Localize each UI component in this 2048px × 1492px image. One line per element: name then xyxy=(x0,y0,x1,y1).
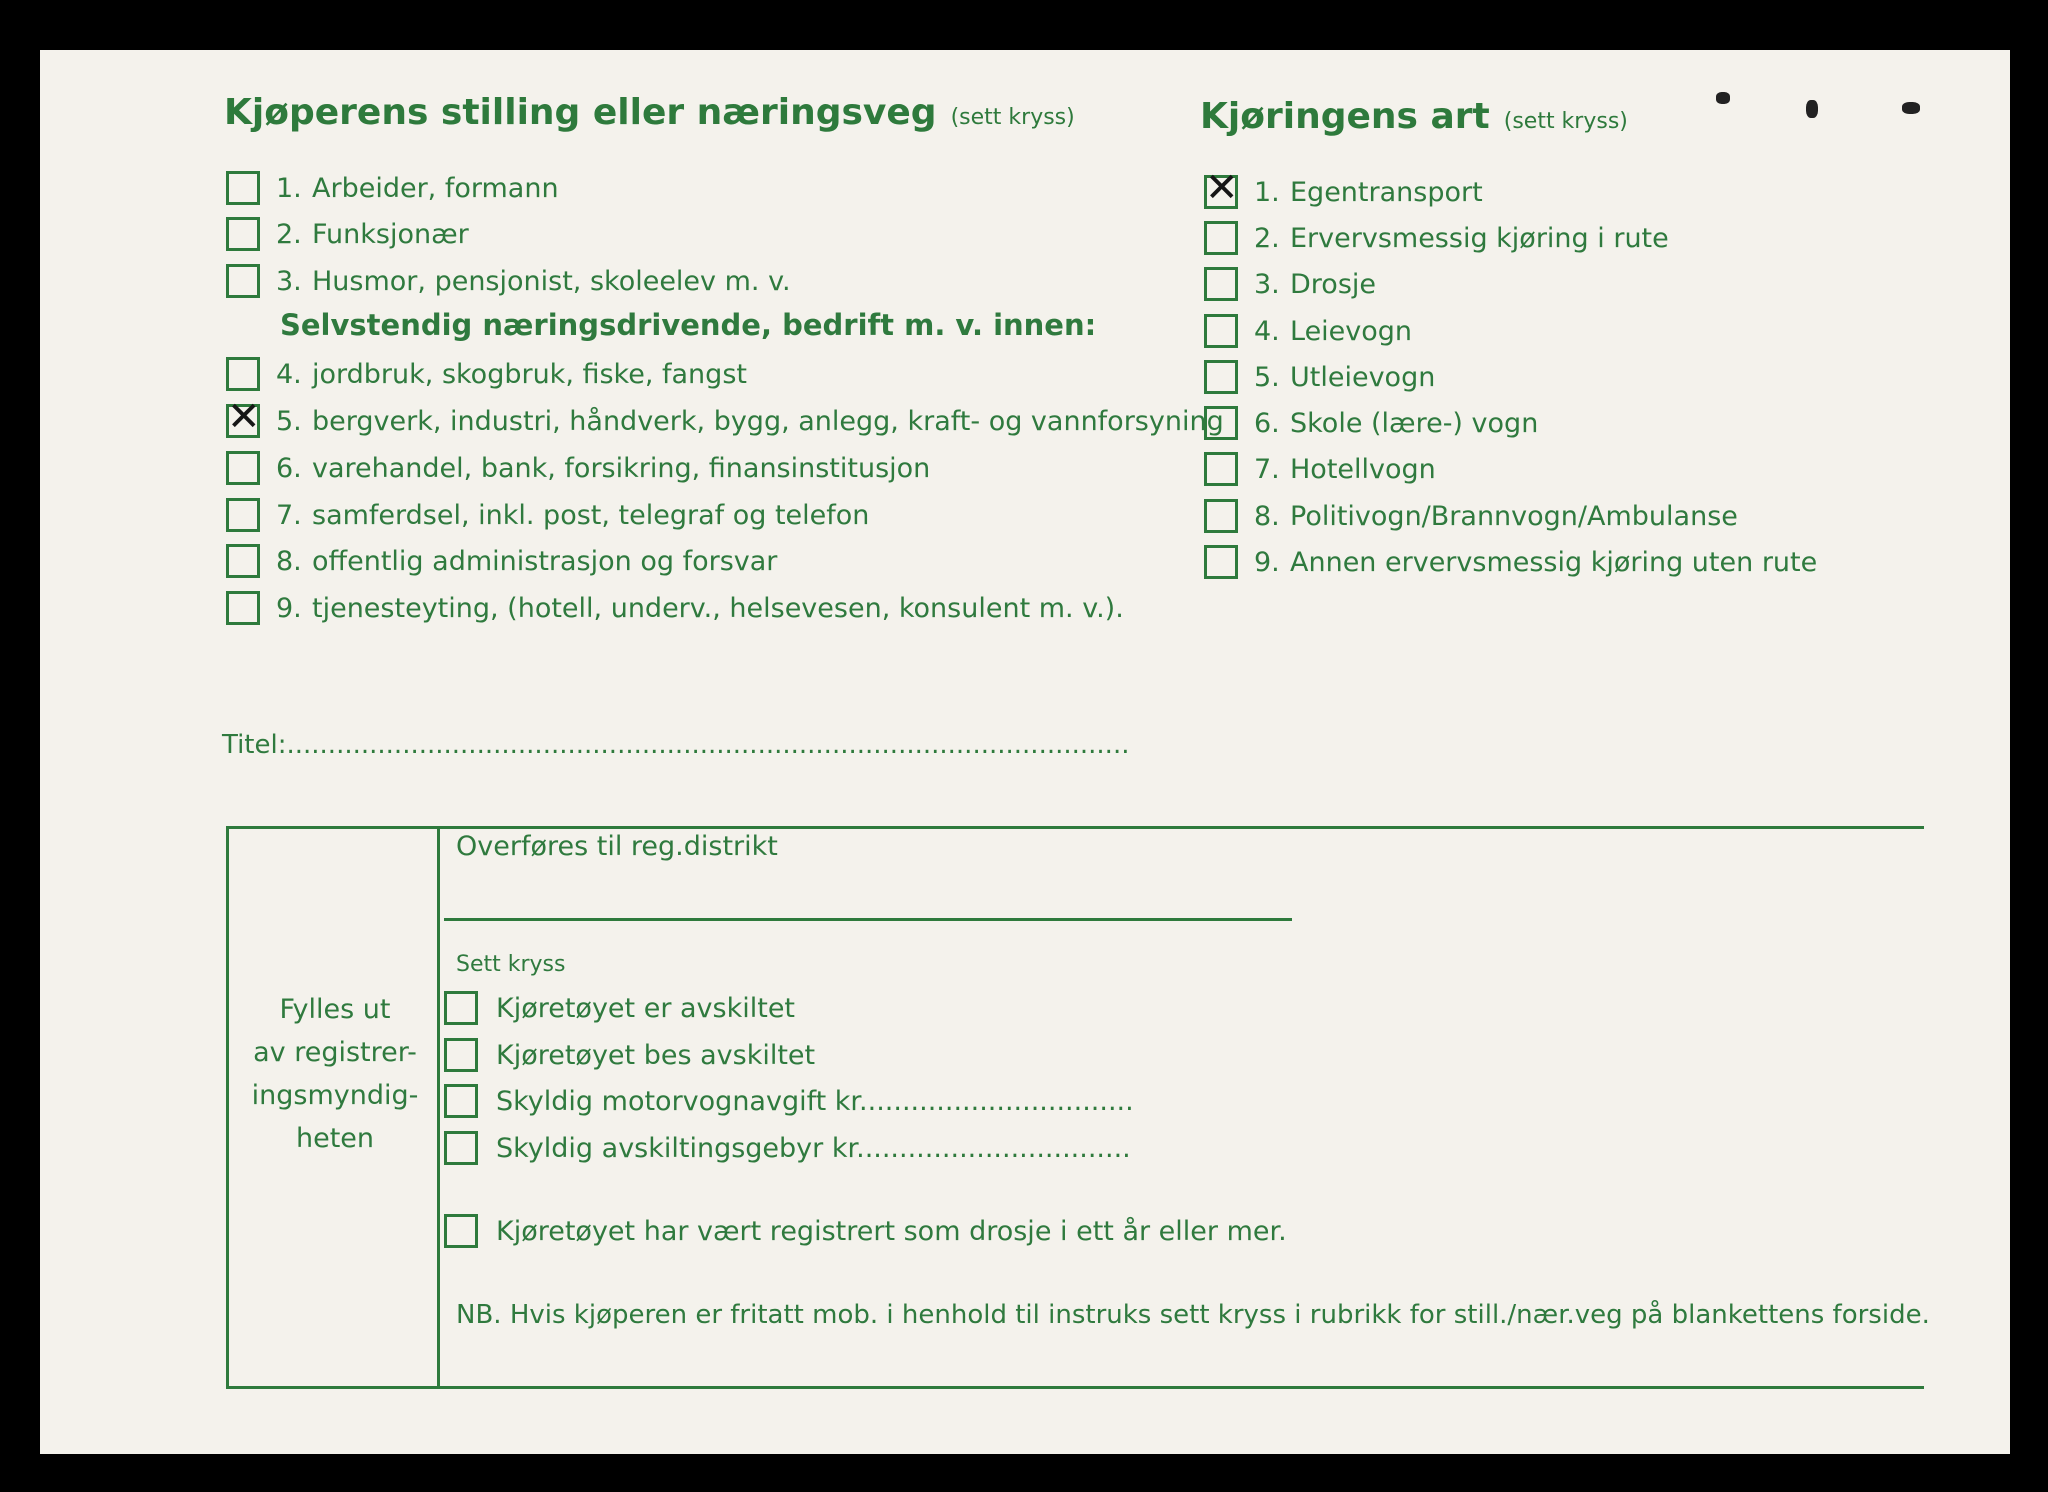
occupation-option-5[interactable] xyxy=(226,401,1224,441)
occupation-option-7[interactable] xyxy=(226,495,869,535)
checkbox[interactable] xyxy=(444,1038,478,1072)
option-number: 2. xyxy=(276,218,302,250)
option-label: offentlig administrasjon og forsvar xyxy=(312,545,778,577)
amount-dotted-line[interactable]: ............................... xyxy=(867,1085,1134,1117)
option-label: samferdsel, inkl. post, telegraf og telefon xyxy=(312,499,870,531)
option-label: Husmor, pensjonist, skoleelev m. v. xyxy=(312,265,791,297)
driving-type-option-5[interactable] xyxy=(1204,357,1435,397)
checkbox[interactable] xyxy=(226,498,260,532)
left-section-heading xyxy=(224,92,1075,133)
checkbox[interactable] xyxy=(1204,360,1238,394)
left-heading-text: Kjøperens stilling eller næringsveg xyxy=(224,92,937,133)
option-label: Annen ervervsmessig kjøring uten rute xyxy=(1290,546,1818,578)
option-label: tjenesteyting, (hotell, underv., helsevesen, konsulent m. v.). xyxy=(312,592,1124,624)
option-number: 6. xyxy=(276,452,302,484)
authority-side-label xyxy=(240,988,430,1160)
checkbox[interactable] xyxy=(226,171,260,205)
driving-type-option-4[interactable] xyxy=(1204,311,1412,351)
occupation-option-8[interactable] xyxy=(226,541,777,581)
option-label: varehandel, bank, forsikring, finansinstitusjon xyxy=(312,452,931,484)
ink-smudge xyxy=(1806,100,1818,118)
checkbox[interactable] xyxy=(226,217,260,251)
drosje-option[interactable] xyxy=(444,1211,1287,1251)
right-section-heading xyxy=(1200,96,1628,137)
driving-type-option-6[interactable] xyxy=(1204,403,1538,443)
checkbox-checked[interactable] xyxy=(1204,175,1238,209)
checkbox[interactable] xyxy=(226,264,260,298)
box-bottom-border xyxy=(226,1386,1924,1389)
driving-type-option-7[interactable] xyxy=(1204,449,1436,489)
occupation-option-4[interactable] xyxy=(226,354,747,394)
transfer-label xyxy=(456,826,778,866)
occupation-option-3[interactable] xyxy=(226,261,791,301)
driving-type-option-2[interactable] xyxy=(1204,218,1669,258)
title-field[interactable] xyxy=(222,730,1129,760)
checkbox[interactable] xyxy=(444,1084,478,1118)
checkbox[interactable] xyxy=(1204,452,1238,486)
option-label: Utleievogn xyxy=(1290,361,1436,393)
option-number: 3. xyxy=(276,265,302,297)
ink-smudge xyxy=(1902,102,1920,114)
title-dotted-line[interactable]: ...................................................................................................... xyxy=(286,730,1130,760)
checkbox-checked[interactable] xyxy=(226,404,260,438)
checkbox[interactable] xyxy=(1204,499,1238,533)
occupation-option-9[interactable] xyxy=(226,588,1124,628)
option-label: Drosje xyxy=(1290,268,1376,300)
option-number: 9. xyxy=(1254,546,1280,578)
option-number: 4. xyxy=(1254,315,1280,347)
checkbox[interactable] xyxy=(1204,314,1238,348)
option-label: Arbeider, formann xyxy=(312,172,559,204)
checkbox[interactable] xyxy=(226,544,260,578)
checkbox[interactable] xyxy=(1204,545,1238,579)
checkbox[interactable] xyxy=(226,451,260,485)
occupation-option-2[interactable] xyxy=(226,214,469,254)
side-label-line: ingsmyndig- xyxy=(251,1080,419,1111)
option-number: 7. xyxy=(1254,453,1280,485)
driving-type-option-1[interactable] xyxy=(1204,172,1483,212)
option-number: 2. xyxy=(1254,222,1280,254)
occupation-option-1[interactable] xyxy=(226,168,559,208)
driving-type-option-9[interactable] xyxy=(1204,542,1817,582)
self-employed-subheading: Selvstendig næringsdrivende, bedrift m. v. innen: xyxy=(280,308,1097,342)
option-label: Politivogn/Brannvogn/Ambulanse xyxy=(1290,500,1738,532)
transfer-label-text: Overføres til reg.distrikt xyxy=(456,830,778,862)
option-label: jordbruk, skogbruk, fiske, fangst xyxy=(312,358,747,390)
driving-type-option-8[interactable] xyxy=(1204,496,1738,536)
option-number: 3. xyxy=(1254,268,1280,300)
checkbox[interactable] xyxy=(226,357,260,391)
option-number: 7. xyxy=(276,499,302,531)
authority-option-2[interactable] xyxy=(444,1035,815,1075)
authority-option-4[interactable] xyxy=(444,1128,1131,1168)
checkbox[interactable] xyxy=(1204,221,1238,255)
option-label: Ervervsmessig kjøring i rute xyxy=(1290,222,1669,254)
title-label: Titel: xyxy=(222,730,287,760)
side-label-line: Fylles ut xyxy=(279,994,391,1025)
occupation-option-6[interactable] xyxy=(226,448,930,488)
option-number: 8. xyxy=(276,545,302,577)
option-label: Funksjonær xyxy=(312,218,469,250)
option-label: Kjøretøyet er avskiltet xyxy=(496,992,796,1024)
checkbox[interactable] xyxy=(444,1131,478,1165)
option-number: 9. xyxy=(276,592,302,624)
sett-kryss-label: Sett kryss xyxy=(456,952,566,977)
option-label: Egentransport xyxy=(1290,176,1483,208)
checkbox[interactable] xyxy=(1204,406,1238,440)
option-label: Skyldig avskiltingsgebyr kr. xyxy=(496,1132,865,1164)
option-number: 8. xyxy=(1254,500,1280,532)
option-number: 5. xyxy=(1254,361,1280,393)
box-left-border xyxy=(226,826,229,1389)
option-number: 1. xyxy=(1254,176,1280,208)
left-heading-note: (sett kryss) xyxy=(950,105,1075,130)
checkbox[interactable] xyxy=(444,1214,478,1248)
option-label: Kjøretøyet bes avskiltet xyxy=(496,1039,816,1071)
option-number: 1. xyxy=(276,172,302,204)
checkbox[interactable] xyxy=(444,991,478,1025)
driving-type-option-3[interactable] xyxy=(1204,264,1376,304)
ink-smudge xyxy=(1716,92,1730,104)
box-divider xyxy=(437,826,440,1389)
transfer-underline[interactable] xyxy=(444,918,1292,921)
nb-note: NB. Hvis kjøperen er fritatt mob. i henhold til instruks sett kryss i rubrikk for still./nær.veg på blankettens forside. xyxy=(456,1300,1930,1330)
option-label: Kjøretøyet har vært registrert som drosje i ett år eller mer. xyxy=(496,1215,1287,1247)
option-label: bergverk, industri, håndverk, bygg, anlegg, kraft- og vannforsyning xyxy=(312,405,1224,437)
option-number: 5. xyxy=(276,405,302,437)
option-label: Hotellvogn xyxy=(1290,453,1436,485)
option-label: Skyldig motorvognavgift kr. xyxy=(496,1085,868,1117)
option-label: Leievogn xyxy=(1290,315,1413,347)
checkbox[interactable] xyxy=(1204,267,1238,301)
authority-option-3[interactable] xyxy=(444,1081,1134,1121)
option-number: 4. xyxy=(276,358,302,390)
right-heading-text: Kjøringens art xyxy=(1200,96,1490,137)
right-heading-note: (sett kryss) xyxy=(1503,109,1628,134)
option-label: Skole (lære-) vogn xyxy=(1290,407,1539,439)
side-label-line: heten xyxy=(295,1123,375,1154)
authority-option-1[interactable] xyxy=(444,988,795,1028)
amount-dotted-line[interactable]: ............................... xyxy=(864,1132,1131,1164)
checkbox[interactable] xyxy=(226,591,260,625)
side-label-line: av registrer- xyxy=(253,1037,417,1068)
option-number: 6. xyxy=(1254,407,1280,439)
